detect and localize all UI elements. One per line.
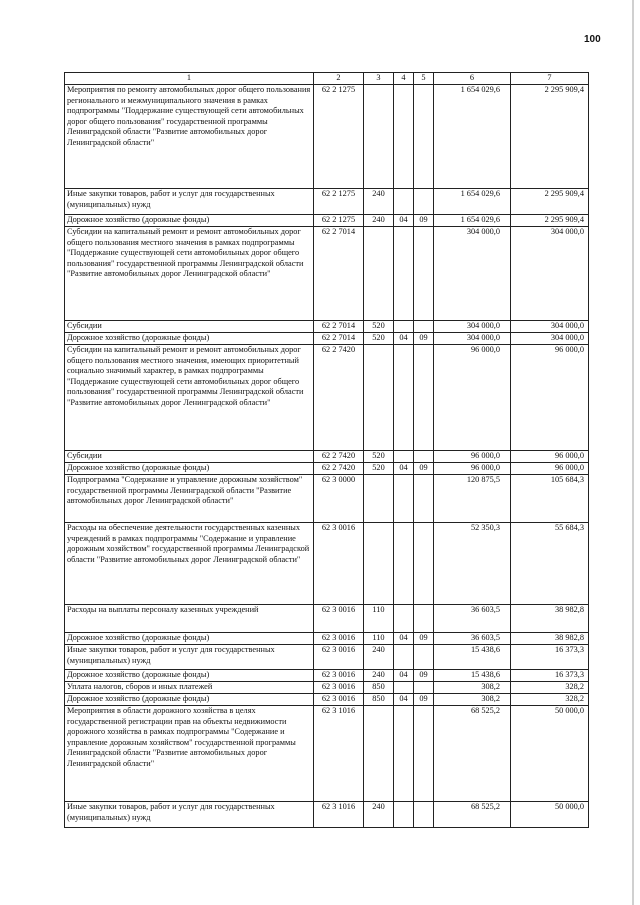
page-number: 100 — [584, 34, 601, 45]
row-section — [394, 523, 414, 605]
row-amount-year2: 105 684,3 — [511, 475, 589, 523]
row-expense-type: 520 — [364, 321, 394, 333]
row-subsection — [414, 189, 434, 215]
row-amount-year1: 36 603,5 — [434, 605, 511, 633]
row-target-article: 62 3 0016 — [314, 633, 364, 645]
row-amount-year1: 1 654 029,6 — [434, 85, 511, 189]
table-row — [65, 475, 589, 523]
row-subsection: 09 — [414, 463, 434, 475]
row-subsection — [414, 475, 434, 523]
column-header: 6 — [434, 73, 511, 85]
row-target-article: 62 2 1275 — [314, 189, 364, 215]
column-header: 4 — [394, 73, 414, 85]
row-subsection — [414, 345, 434, 451]
row-description: Расходы на выплаты персоналу казенных учреждений — [65, 605, 314, 633]
row-target-article: 62 3 0016 — [314, 670, 364, 682]
row-amount-year2: 38 982,8 — [511, 605, 589, 633]
table-row — [65, 215, 589, 227]
row-amount-year1: 304 000,0 — [434, 333, 511, 345]
table-row — [65, 802, 589, 828]
row-amount-year1: 36 603,5 — [434, 633, 511, 645]
column-number-row — [65, 73, 589, 85]
row-target-article: 62 3 0016 — [314, 605, 364, 633]
table-row — [65, 451, 589, 463]
row-subsection: 09 — [414, 694, 434, 706]
row-section: 04 — [394, 215, 414, 227]
table-row — [65, 682, 589, 694]
row-subsection — [414, 523, 434, 605]
table-row — [65, 333, 589, 345]
row-section: 04 — [394, 633, 414, 645]
row-amount-year1: 96 000,0 — [434, 345, 511, 451]
row-amount-year1: 304 000,0 — [434, 321, 511, 333]
row-section — [394, 451, 414, 463]
row-section — [394, 645, 414, 670]
row-amount-year1: 52 350,3 — [434, 523, 511, 605]
table-row — [65, 605, 589, 633]
row-amount-year2: 304 000,0 — [511, 321, 589, 333]
row-amount-year2: 304 000,0 — [511, 227, 589, 321]
row-target-article: 62 3 0016 — [314, 523, 364, 605]
row-description: Дорожное хозяйство (дорожные фонды) — [65, 633, 314, 645]
row-target-article: 62 3 0016 — [314, 694, 364, 706]
row-amount-year1: 68 525,2 — [434, 802, 511, 828]
row-description: Уплата налогов, сборов и иных платежей — [65, 682, 314, 694]
table-row — [65, 321, 589, 333]
row-amount-year2: 328,2 — [511, 694, 589, 706]
row-target-article: 62 2 1275 — [314, 215, 364, 227]
row-target-article: 62 3 0016 — [314, 682, 364, 694]
row-expense-type: 240 — [364, 215, 394, 227]
row-subsection — [414, 85, 434, 189]
row-target-article: 62 2 7014 — [314, 333, 364, 345]
row-target-article: 62 3 0000 — [314, 475, 364, 523]
row-section — [394, 682, 414, 694]
row-amount-year2: 2 295 909,4 — [511, 215, 589, 227]
row-amount-year1: 304 000,0 — [434, 227, 511, 321]
row-section: 04 — [394, 463, 414, 475]
row-expense-type: 110 — [364, 605, 394, 633]
row-description: Субсидии на капитальный ремонт и ремонт автомобильных дорог общего пользования местного значения в рамках подпрограммы "Поддержание существующей сети автомобильных дорог общего пользования" государственной программы Ленинградской области "Развитие автомобильных дорог Ленинградской области" — [65, 227, 314, 321]
row-subsection — [414, 802, 434, 828]
row-target-article: 62 2 1275 — [314, 85, 364, 189]
row-amount-year1: 1 654 029,6 — [434, 215, 511, 227]
row-section — [394, 706, 414, 802]
row-amount-year2: 38 982,8 — [511, 633, 589, 645]
row-subsection — [414, 645, 434, 670]
row-expense-type: 520 — [364, 333, 394, 345]
table-row — [65, 189, 589, 215]
row-description: Дорожное хозяйство (дорожные фонды) — [65, 463, 314, 475]
table-row — [65, 345, 589, 451]
row-subsection: 09 — [414, 670, 434, 682]
row-target-article: 62 3 1016 — [314, 802, 364, 828]
table-row — [65, 523, 589, 605]
row-expense-type — [364, 475, 394, 523]
row-expense-type: 240 — [364, 670, 394, 682]
row-amount-year2: 328,2 — [511, 682, 589, 694]
row-target-article: 62 2 7420 — [314, 345, 364, 451]
row-description: Дорожное хозяйство (дорожные фонды) — [65, 670, 314, 682]
column-header: 1 — [65, 73, 314, 85]
table-row — [65, 633, 589, 645]
row-section — [394, 605, 414, 633]
table-row — [65, 645, 589, 670]
row-subsection — [414, 605, 434, 633]
row-section: 04 — [394, 670, 414, 682]
row-description: Расходы на обеспечение деятельности государственных казенных учреждений в рамках подпрограммы "Содержание и управление дорожным хозяйством" государственной программы Ленинградской области "Развитие автомобильных дорог Ленинградской области" — [65, 523, 314, 605]
row-description: Субсидии на капитальный ремонт и ремонт автомобильных дорог общего пользования местного значения, имеющих приоритетный социально значимый характер, в рамках подпрограммы "Поддержание существующей сети автомобильных дорог общего пользования" государственной программы Ленинградской области "Развитие автомобильных дорог Ленинградской области" — [65, 345, 314, 451]
row-amount-year2: 304 000,0 — [511, 333, 589, 345]
row-amount-year2: 96 000,0 — [511, 451, 589, 463]
row-amount-year1: 15 438,6 — [434, 670, 511, 682]
row-amount-year2: 50 000,0 — [511, 802, 589, 828]
column-header: 3 — [364, 73, 394, 85]
table-row — [65, 227, 589, 321]
row-description: Иные закупки товаров, работ и услуг для государственных (муниципальных) нужд — [65, 645, 314, 670]
row-expense-type — [364, 345, 394, 451]
row-subsection: 09 — [414, 215, 434, 227]
row-subsection — [414, 682, 434, 694]
row-section — [394, 802, 414, 828]
row-expense-type: 520 — [364, 463, 394, 475]
table-row — [65, 694, 589, 706]
row-target-article: 62 2 7014 — [314, 227, 364, 321]
row-section — [394, 189, 414, 215]
row-expense-type — [364, 706, 394, 802]
row-expense-type: 850 — [364, 682, 394, 694]
row-subsection: 09 — [414, 633, 434, 645]
row-section — [394, 321, 414, 333]
row-subsection — [414, 706, 434, 802]
row-description: Субсидии — [65, 321, 314, 333]
row-description: Дорожное хозяйство (дорожные фонды) — [65, 694, 314, 706]
row-amount-year2: 55 684,3 — [511, 523, 589, 605]
row-amount-year2: 50 000,0 — [511, 706, 589, 802]
row-subsection — [414, 321, 434, 333]
column-header: 2 — [314, 73, 364, 85]
row-target-article: 62 3 1016 — [314, 706, 364, 802]
table-row — [65, 85, 589, 189]
row-expense-type: 850 — [364, 694, 394, 706]
row-section: 04 — [394, 694, 414, 706]
row-amount-year1: 308,2 — [434, 682, 511, 694]
row-target-article: 62 2 7420 — [314, 451, 364, 463]
row-description: Субсидии — [65, 451, 314, 463]
column-header: 5 — [414, 73, 434, 85]
row-expense-type: 240 — [364, 645, 394, 670]
row-amount-year2: 96 000,0 — [511, 463, 589, 475]
row-amount-year1: 120 875,5 — [434, 475, 511, 523]
row-target-article: 62 2 7420 — [314, 463, 364, 475]
row-section — [394, 227, 414, 321]
row-amount-year1: 96 000,0 — [434, 451, 511, 463]
row-amount-year2: 16 373,3 — [511, 645, 589, 670]
row-section — [394, 345, 414, 451]
row-amount-year1: 308,2 — [434, 694, 511, 706]
row-amount-year1: 15 438,6 — [434, 645, 511, 670]
row-expense-type: 240 — [364, 802, 394, 828]
row-expense-type — [364, 523, 394, 605]
row-amount-year2: 16 373,3 — [511, 670, 589, 682]
row-description: Дорожное хозяйство (дорожные фонды) — [65, 333, 314, 345]
row-section — [394, 85, 414, 189]
row-expense-type: 520 — [364, 451, 394, 463]
column-header: 7 — [511, 73, 589, 85]
row-amount-year1: 96 000,0 — [434, 463, 511, 475]
table-row — [65, 706, 589, 802]
row-description: Подпрограмма "Содержание и управление дорожным хозяйством" государственной программы Ленинградской области "Развитие автомобильных дорог Ленинградской области" — [65, 475, 314, 523]
row-expense-type: 240 — [364, 189, 394, 215]
row-amount-year1: 1 654 029,6 — [434, 189, 511, 215]
row-amount-year2: 2 295 909,4 — [511, 85, 589, 189]
row-section — [394, 475, 414, 523]
row-description: Иные закупки товаров, работ и услуг для государственных (муниципальных) нужд — [65, 189, 314, 215]
row-subsection — [414, 451, 434, 463]
row-subsection — [414, 227, 434, 321]
budget-table — [64, 72, 589, 828]
row-target-article: 62 3 0016 — [314, 645, 364, 670]
row-amount-year1: 68 525,2 — [434, 706, 511, 802]
row-subsection: 09 — [414, 333, 434, 345]
row-target-article: 62 2 7014 — [314, 321, 364, 333]
row-expense-type — [364, 85, 394, 189]
table-row — [65, 463, 589, 475]
row-description: Дорожное хозяйство (дорожные фонды) — [65, 215, 314, 227]
row-description: Иные закупки товаров, работ и услуг для государственных (муниципальных) нужд — [65, 802, 314, 828]
row-description: Мероприятия в области дорожного хозяйства в целях государственной регистрации прав на объекты недвижимости дорожного хозяйства в рамках подпрограммы "Содержание и управление дорожным хозяйством" государственной программы Ленинградской области "Развитие автомобильных дорог Ленинградской области" — [65, 706, 314, 802]
row-description: Мероприятия по ремонту автомобильных дорог общего пользования регионального и межмуниципального значения в рамках подпрограммы "Поддержание существующей сети автомобильных дорог общего пользования" государственной программы Ленинградской области "Развитие автомобильных дорог Ленинградской области" — [65, 85, 314, 189]
row-section: 04 — [394, 333, 414, 345]
row-amount-year2: 2 295 909,4 — [511, 189, 589, 215]
row-expense-type: 110 — [364, 633, 394, 645]
table-row — [65, 670, 589, 682]
row-amount-year2: 96 000,0 — [511, 345, 589, 451]
scan-edge-mark — [632, 0, 634, 905]
row-expense-type — [364, 227, 394, 321]
